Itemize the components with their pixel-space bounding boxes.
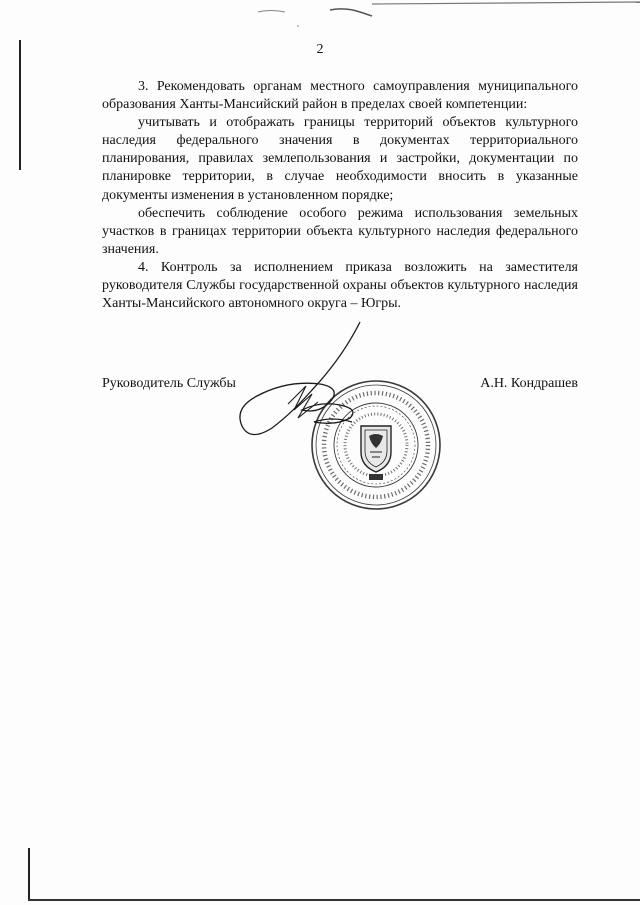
paragraph-3-item-1: учитывать и отображать границы территорий объектов культурного наследия федерального значения в документах территориального планирования, правилах землепользования и застройки, документации по планировке территории, в случае необходимости вносить в указанные документы изменения в установленном порядке; [102,115,578,203]
scan-edge-line [19,40,21,170]
scan-edge-line [28,848,30,900]
page-number: 2 [316,42,324,57]
scan-artifact [0,0,640,30]
handwritten-signature [232,318,382,448]
signatory-name: А.Н. Кондрашев [480,376,578,391]
body-text [102,78,578,313]
scan-edge-line [28,899,640,901]
paragraph-3-item-2: обеспечить соблюдение особого режима использования земельных участков в границах территории объекта культурного наследия федерального значения. [102,205,578,257]
paragraph-3: 3. Рекомендовать органам местного самоуправления муниципального образования Ханты-Мансийский район в пределах своей компетенции: [102,79,578,113]
signatory-title: Руководитель Службы [102,376,236,391]
paragraph-4: 4. Контроль за исполнением приказа возложить на заместителя руководителя Службы государственной охраны объектов культурного наследия Ханты-Мансийского автономного округа – Югры. [102,259,578,312]
